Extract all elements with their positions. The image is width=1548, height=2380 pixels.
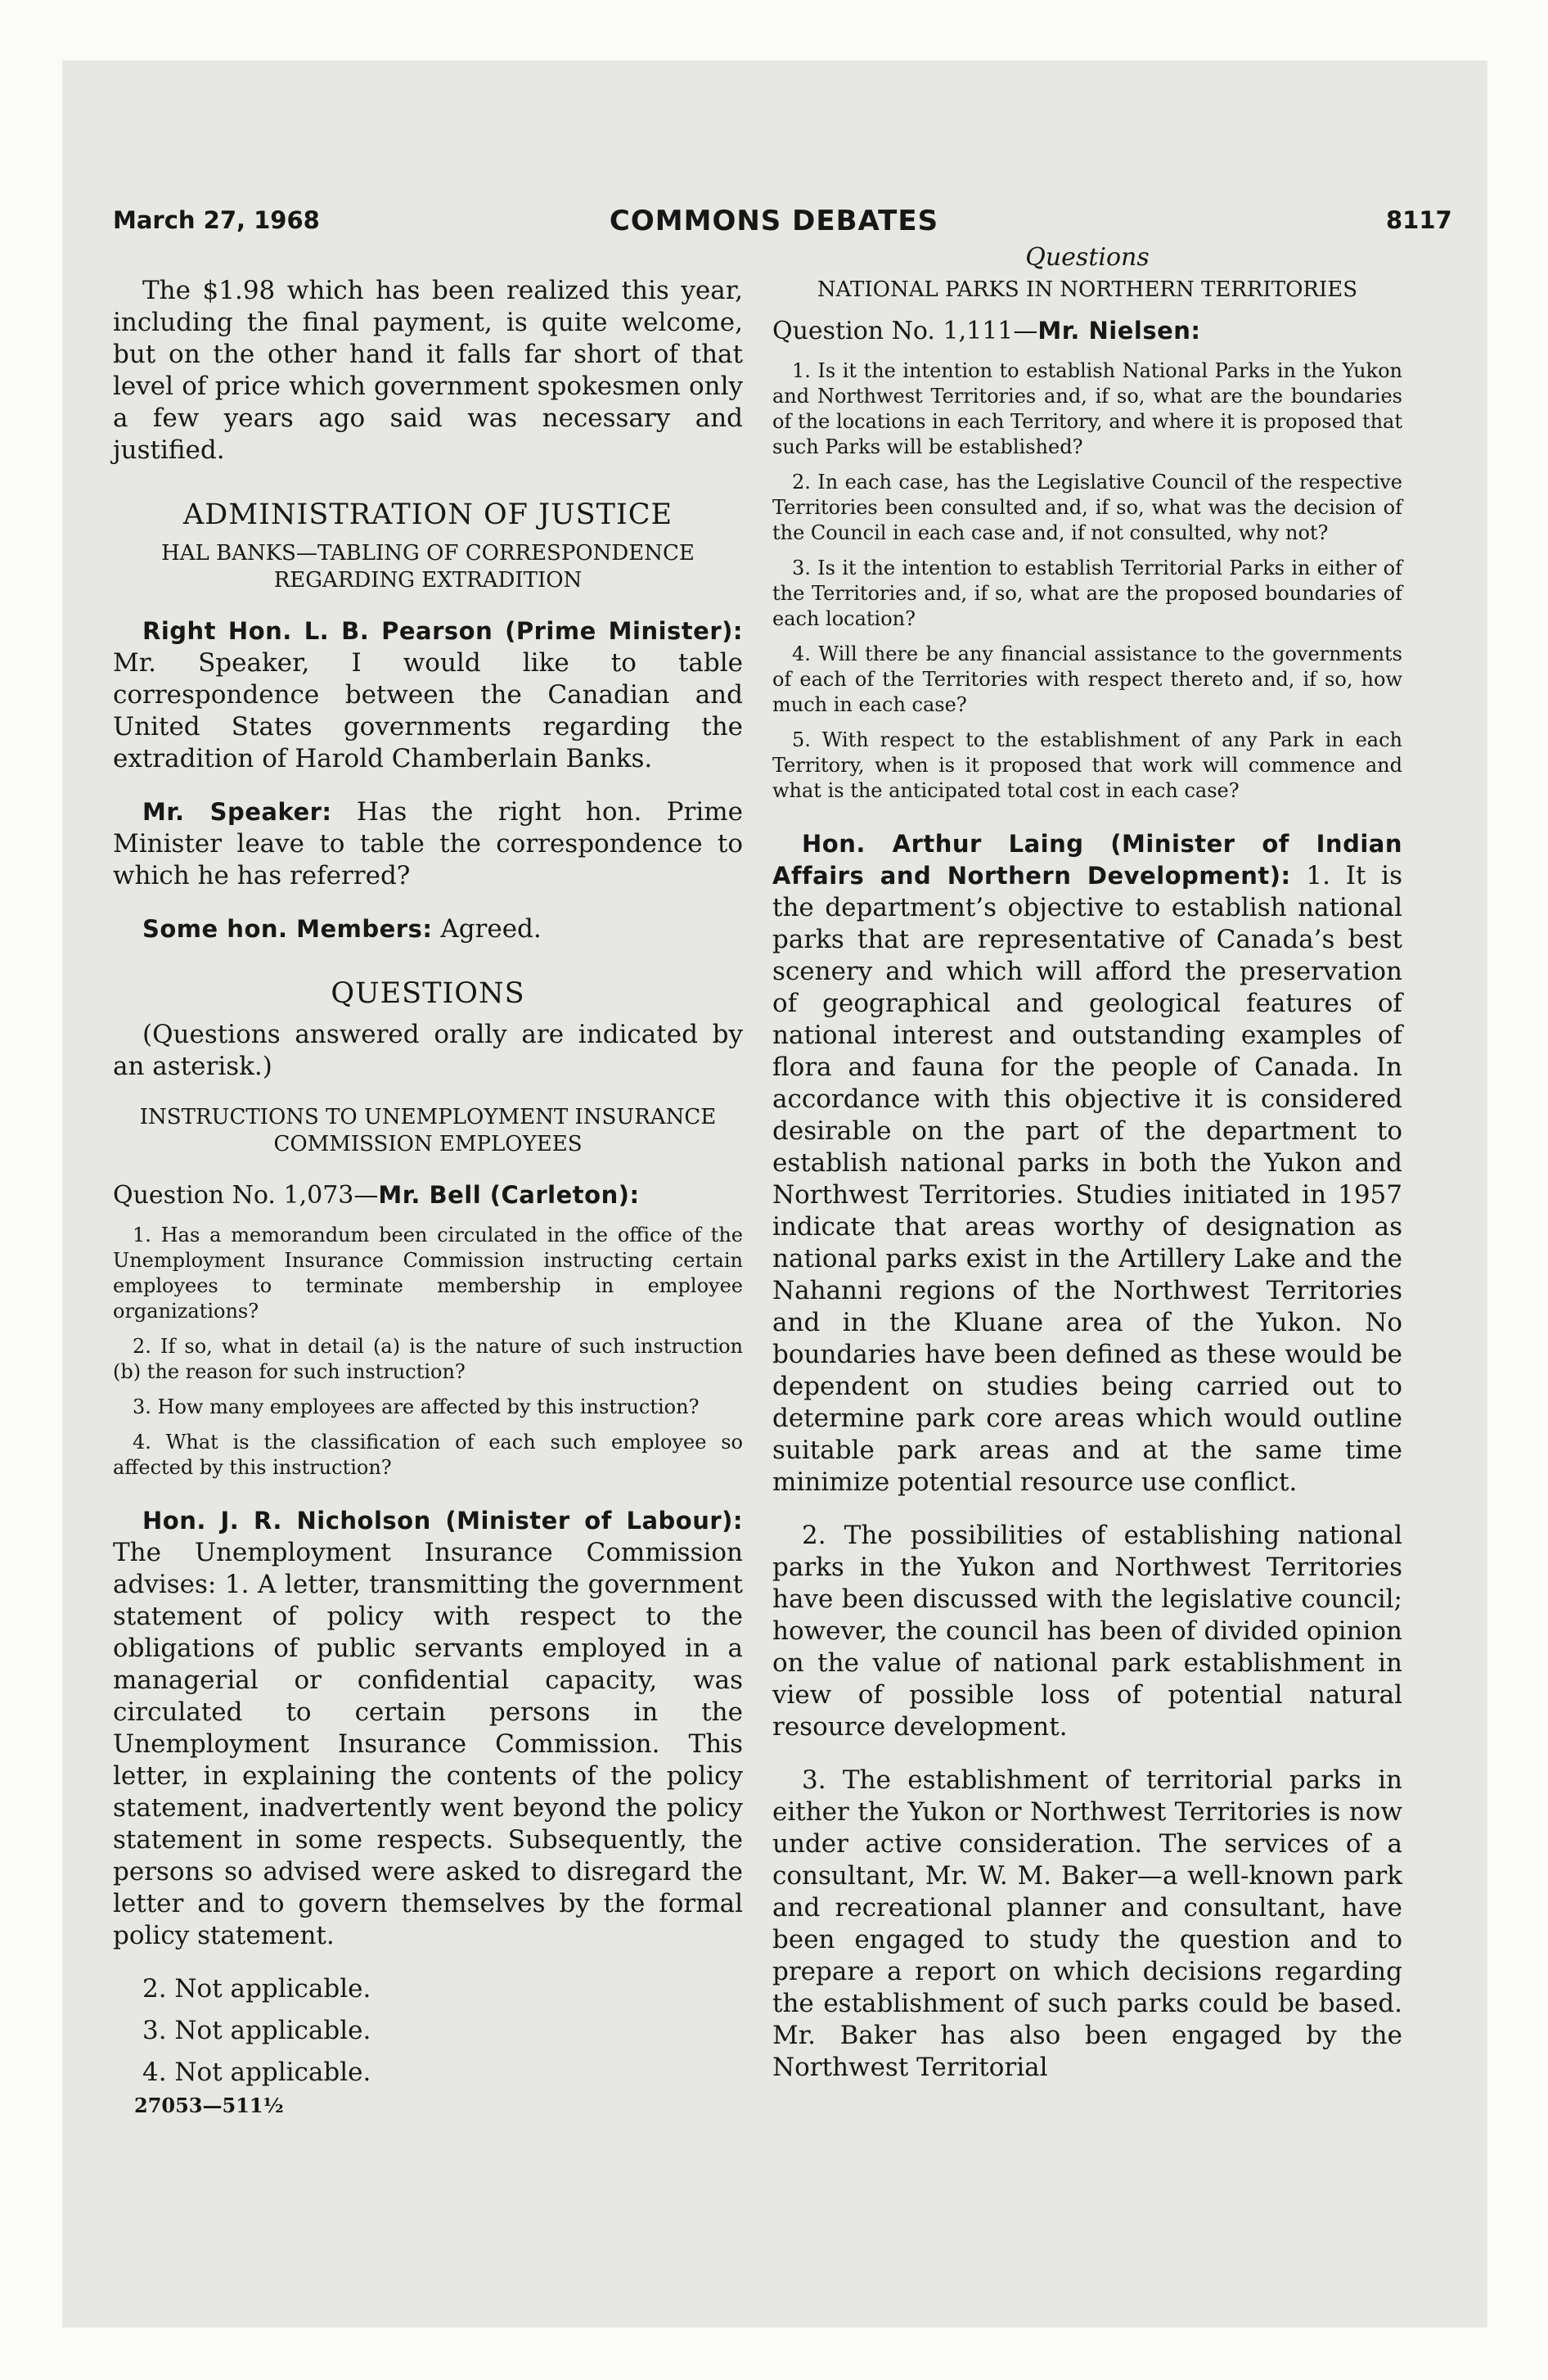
question-item: 2. In each case, has the Legislative Council of the respective Territories been consulted and, if so, what was the decision of the Council in each case and, if not consulted, why not?: [772, 471, 1402, 544]
section-heading-questions: QUESTIONS: [331, 977, 525, 1010]
speech-text: The Unemployment Insurance Commission advises: 1. A letter, transmitting the government statement of policy with respect to the obligations of public servants employed in a managerial or confidential capacity, was circulated to certain persons in the Unemployment Insurance Commission. This letter, in explaining the contents of the policy statement, inadvertently went beyond the policy statement in some respects. Subsequently, the persons so advised were asked to disregard the letter and to govern themselves by the formal policy statement.: [113, 1538, 743, 1950]
speech-text: Has the right hon. Prime Minister leave to table the correspondence to which he has referred?: [113, 797, 743, 890]
speaker-name: Hon. Arthur Laing (Minister of Indian Affairs and Northern Development):: [772, 830, 1402, 890]
running-head-questions: Questions: [1025, 243, 1150, 272]
question-item: 3. Is it the intention to establish Territorial Parks in either of the Territories and, if so, what are the proposed boundaries of each location?: [772, 557, 1402, 630]
speaker-name: Hon. J. R. Nicholson (Minister of Labour):: [142, 1507, 743, 1535]
speech-text: 1. It is the department’s objective to establish national parks that are representative of Canada’s best scenery and which will afford the preservation of geographical and geological features of national interest and outstanding examples of flora and fauna for the people of Canada. In accordance with this objective it is considered desirable on the part of the department to establish national parks in both the Yukon and Northwest Territories. Studies initiated in 1957 indicate that areas worthy of designation as national parks exist in the Artillery Lake and the Nahanni regions of the Northwest Territories and in the Kluane area of the Yukon. No boundaries have been defined as these would be dependent on studies being carried out to determine park core areas which would outline suitable park areas and at the same time minimize potential resource use conflict.: [772, 861, 1403, 1497]
left-column: [113, 275, 743, 2117]
subheading-uic: INSTRUCTIONS TO UNEMPLOYMENT INSURANCE COMMISSION EMPLOYEES: [139, 1105, 717, 1156]
answer-paragraph-2: 2. The possibilities of establishing national parks in the Yukon and Northwest Territories have been discussed with the legislative council; however, the council has been of divided opinion on the value of national park establishment in view of possible loss of potential natural resource development.: [772, 1521, 1402, 1742]
speech-speaker: [113, 796, 743, 892]
right-column: [772, 244, 1402, 2105]
speaker-name: Mr. Speaker:: [142, 798, 332, 826]
footer-code: 27053—511½: [134, 2094, 284, 2117]
subheading-national-parks: NATIONAL PARKS IN NORTHERN TERRITORIES: [817, 277, 1358, 302]
answer-nicholson: [113, 1505, 743, 1952]
answer-paragraph-3: 3. The establishment of territorial parks in either the Yukon or Northwest Territories is now under active consideration. The services of a consultant, Mr. W. M. Baker—a well-known park and recreational planner and consultant, have been engaged to study the question and to prepare a report on which decisions regarding the establishment of such parks could be based. Mr. Baker has also been engaged by the Northwest Territorial: [772, 1765, 1402, 2082]
question-item: 5. With respect to the establishment of any Park in each Territory, when is it proposed that work will commence and what is the anticipated total cost in each case?: [772, 728, 1402, 802]
question-number: Question No. 1,073—Mr. Bell (Carleton):: [113, 1181, 640, 1210]
paragraph-price: The $1.98 which has been realized this year, including the final payment, is quite welcome, but on the other hand it falls far short of that level of price which government spokesmen only a few years ago said was necessary and justified.: [113, 276, 743, 465]
answer-laing: [772, 828, 1402, 1499]
question-item: 2. If so, what in detail (a) is the nature of such instruction (b) the reason for such instruction?: [113, 1335, 743, 1383]
page-header: [0, 206, 1548, 247]
answer-item: 2. Not applicable.: [142, 1974, 371, 2004]
speech-members: [113, 913, 743, 945]
question-item: 1. Has a memorandum been circulated in the office of the Unemployment Insurance Commission instructing certain employees to terminate membership in employee organizations?: [113, 1224, 743, 1323]
section-heading-justice: ADMINISTRATION OF JUSTICE: [182, 498, 673, 531]
speech-pearson: [113, 615, 743, 775]
speaker-name: Right Hon. L. B. Pearson (Prime Minister):: [142, 617, 743, 645]
question-item: 1. Is it the intention to establish National Parks in the Yukon and Northwest Territories and, if so, what are the boundaries of the locations in each Territory, and where it is proposed that such Parks will be established?: [772, 359, 1402, 458]
header-date: March 27, 1968: [113, 206, 320, 234]
answer-item: 3. Not applicable.: [142, 2016, 371, 2045]
header-page-number: 8117: [1386, 206, 1452, 234]
speech-text: Agreed.: [440, 914, 542, 944]
question-item: 4. Will there be any financial assistance to the governments of each of the Territories with respect thereto and, if so, how much in each case?: [772, 642, 1402, 716]
subheading-hal-banks: HAL BANKS—TABLING OF CORRESPONDENCE REGARDING EXTRADITION: [161, 541, 695, 593]
speaker-name: Some hon. Members:: [142, 915, 433, 943]
questions-note: (Questions answered orally are indicated by an asterisk.): [113, 1020, 743, 1081]
question-number: Question No. 1,111—Mr. Nielsen:: [772, 317, 1201, 345]
header-title: COMMONS DEBATES: [609, 205, 939, 237]
question-item: 3. How many employees are affected by this instruction?: [133, 1395, 700, 1418]
question-item: 4. What is the classification of each such employee so affected by this instruction?: [113, 1431, 743, 1479]
speech-text: Mr. Speaker, I would like to table correspondence between the Canadian and United States governments regarding the extradition of Harold Chamberlain Banks.: [113, 648, 743, 773]
answer-item: 4. Not applicable.: [142, 2058, 371, 2087]
